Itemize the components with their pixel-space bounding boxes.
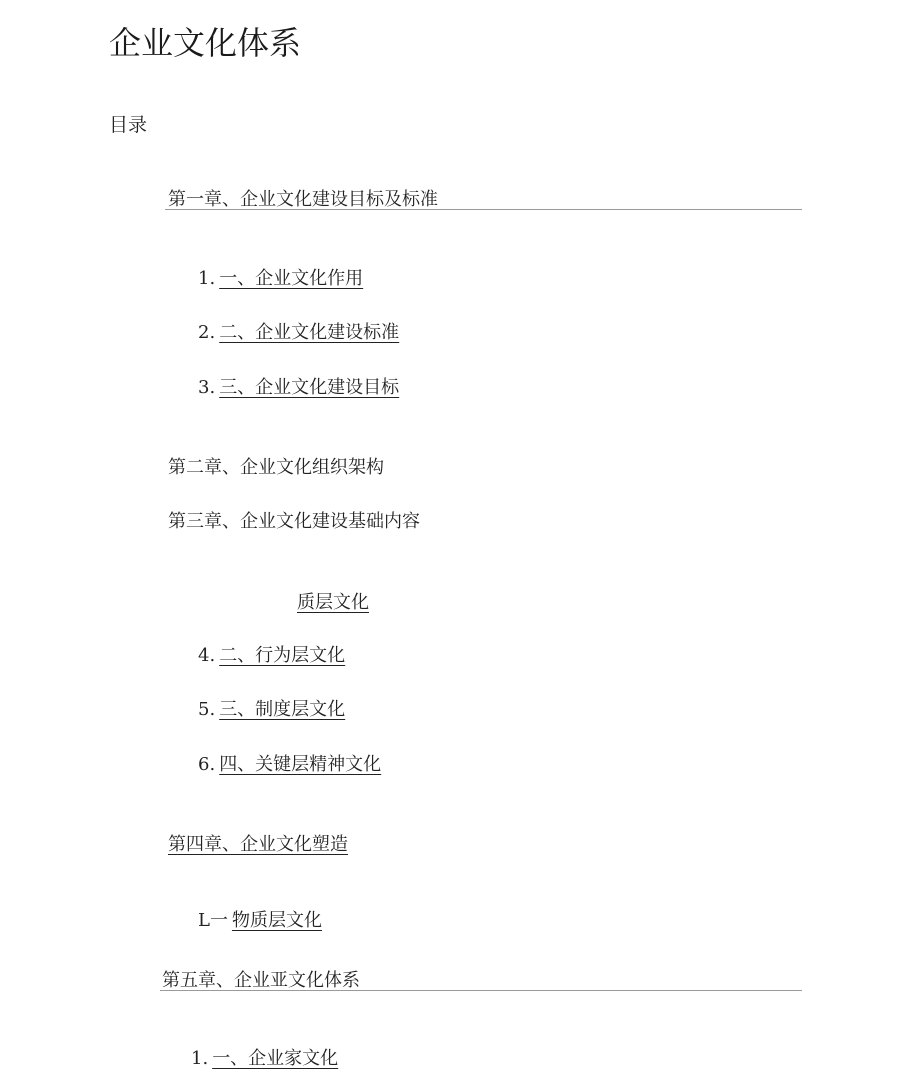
toc-item-3[interactable]	[198, 373, 399, 399]
chapter-1-rule	[165, 209, 802, 210]
toc-item-link[interactable]: 三、企业文化建设目标	[219, 377, 400, 398]
toc-item-number: 1.	[191, 1048, 209, 1069]
toc-chapter-4[interactable]: 第四章、企业文化塑造	[168, 834, 348, 855]
toc-item-number: 3.	[198, 377, 216, 398]
toc-chapter-5[interactable]: 第五章、企业亚文化体系	[162, 970, 360, 991]
toc-item-number: 5.	[198, 699, 216, 720]
toc-item-link[interactable]: 二、行为层文化	[219, 645, 346, 666]
toc-item-link[interactable]: 四、关键层精神文化	[219, 754, 382, 775]
toc-item-number: L一	[198, 910, 228, 931]
toc-subitem-link[interactable]: 质层文化	[297, 592, 369, 613]
toc-item-link[interactable]: 一、企业文化作用	[219, 268, 364, 289]
toc-item-number: 1.	[198, 268, 216, 289]
toc-item-5[interactable]	[198, 695, 345, 721]
toc-heading: 目录	[109, 114, 148, 136]
toc-item-6[interactable]	[198, 750, 381, 776]
toc-item-1[interactable]	[198, 264, 363, 290]
toc-item-link[interactable]: 物质层文化	[231, 910, 322, 931]
toc-item-number: 4.	[198, 645, 216, 666]
toc-item-link[interactable]: 二、企业文化建设标准	[219, 322, 400, 343]
toc-item-l[interactable]	[198, 906, 322, 932]
toc-chapter-1[interactable]: 第一章、企业文化建设目标及标准	[168, 189, 438, 210]
page-title: 企业文化体系	[109, 24, 302, 62]
toc-item-2[interactable]	[198, 318, 399, 344]
toc-item-number: 6.	[198, 754, 216, 775]
chapter-5-rule	[160, 990, 802, 991]
toc-item-number: 2.	[198, 322, 216, 343]
toc-chapter-2[interactable]: 第二章、企业文化组织架构	[168, 457, 384, 478]
toc-item-4[interactable]	[198, 641, 345, 667]
toc-chapter-3[interactable]: 第三章、企业文化建设基础内容	[168, 511, 420, 532]
toc-item-link[interactable]: 一、企业家文化	[212, 1048, 339, 1069]
toc-item-link[interactable]: 三、制度层文化	[219, 699, 346, 720]
toc-item-5-1[interactable]	[191, 1044, 338, 1070]
